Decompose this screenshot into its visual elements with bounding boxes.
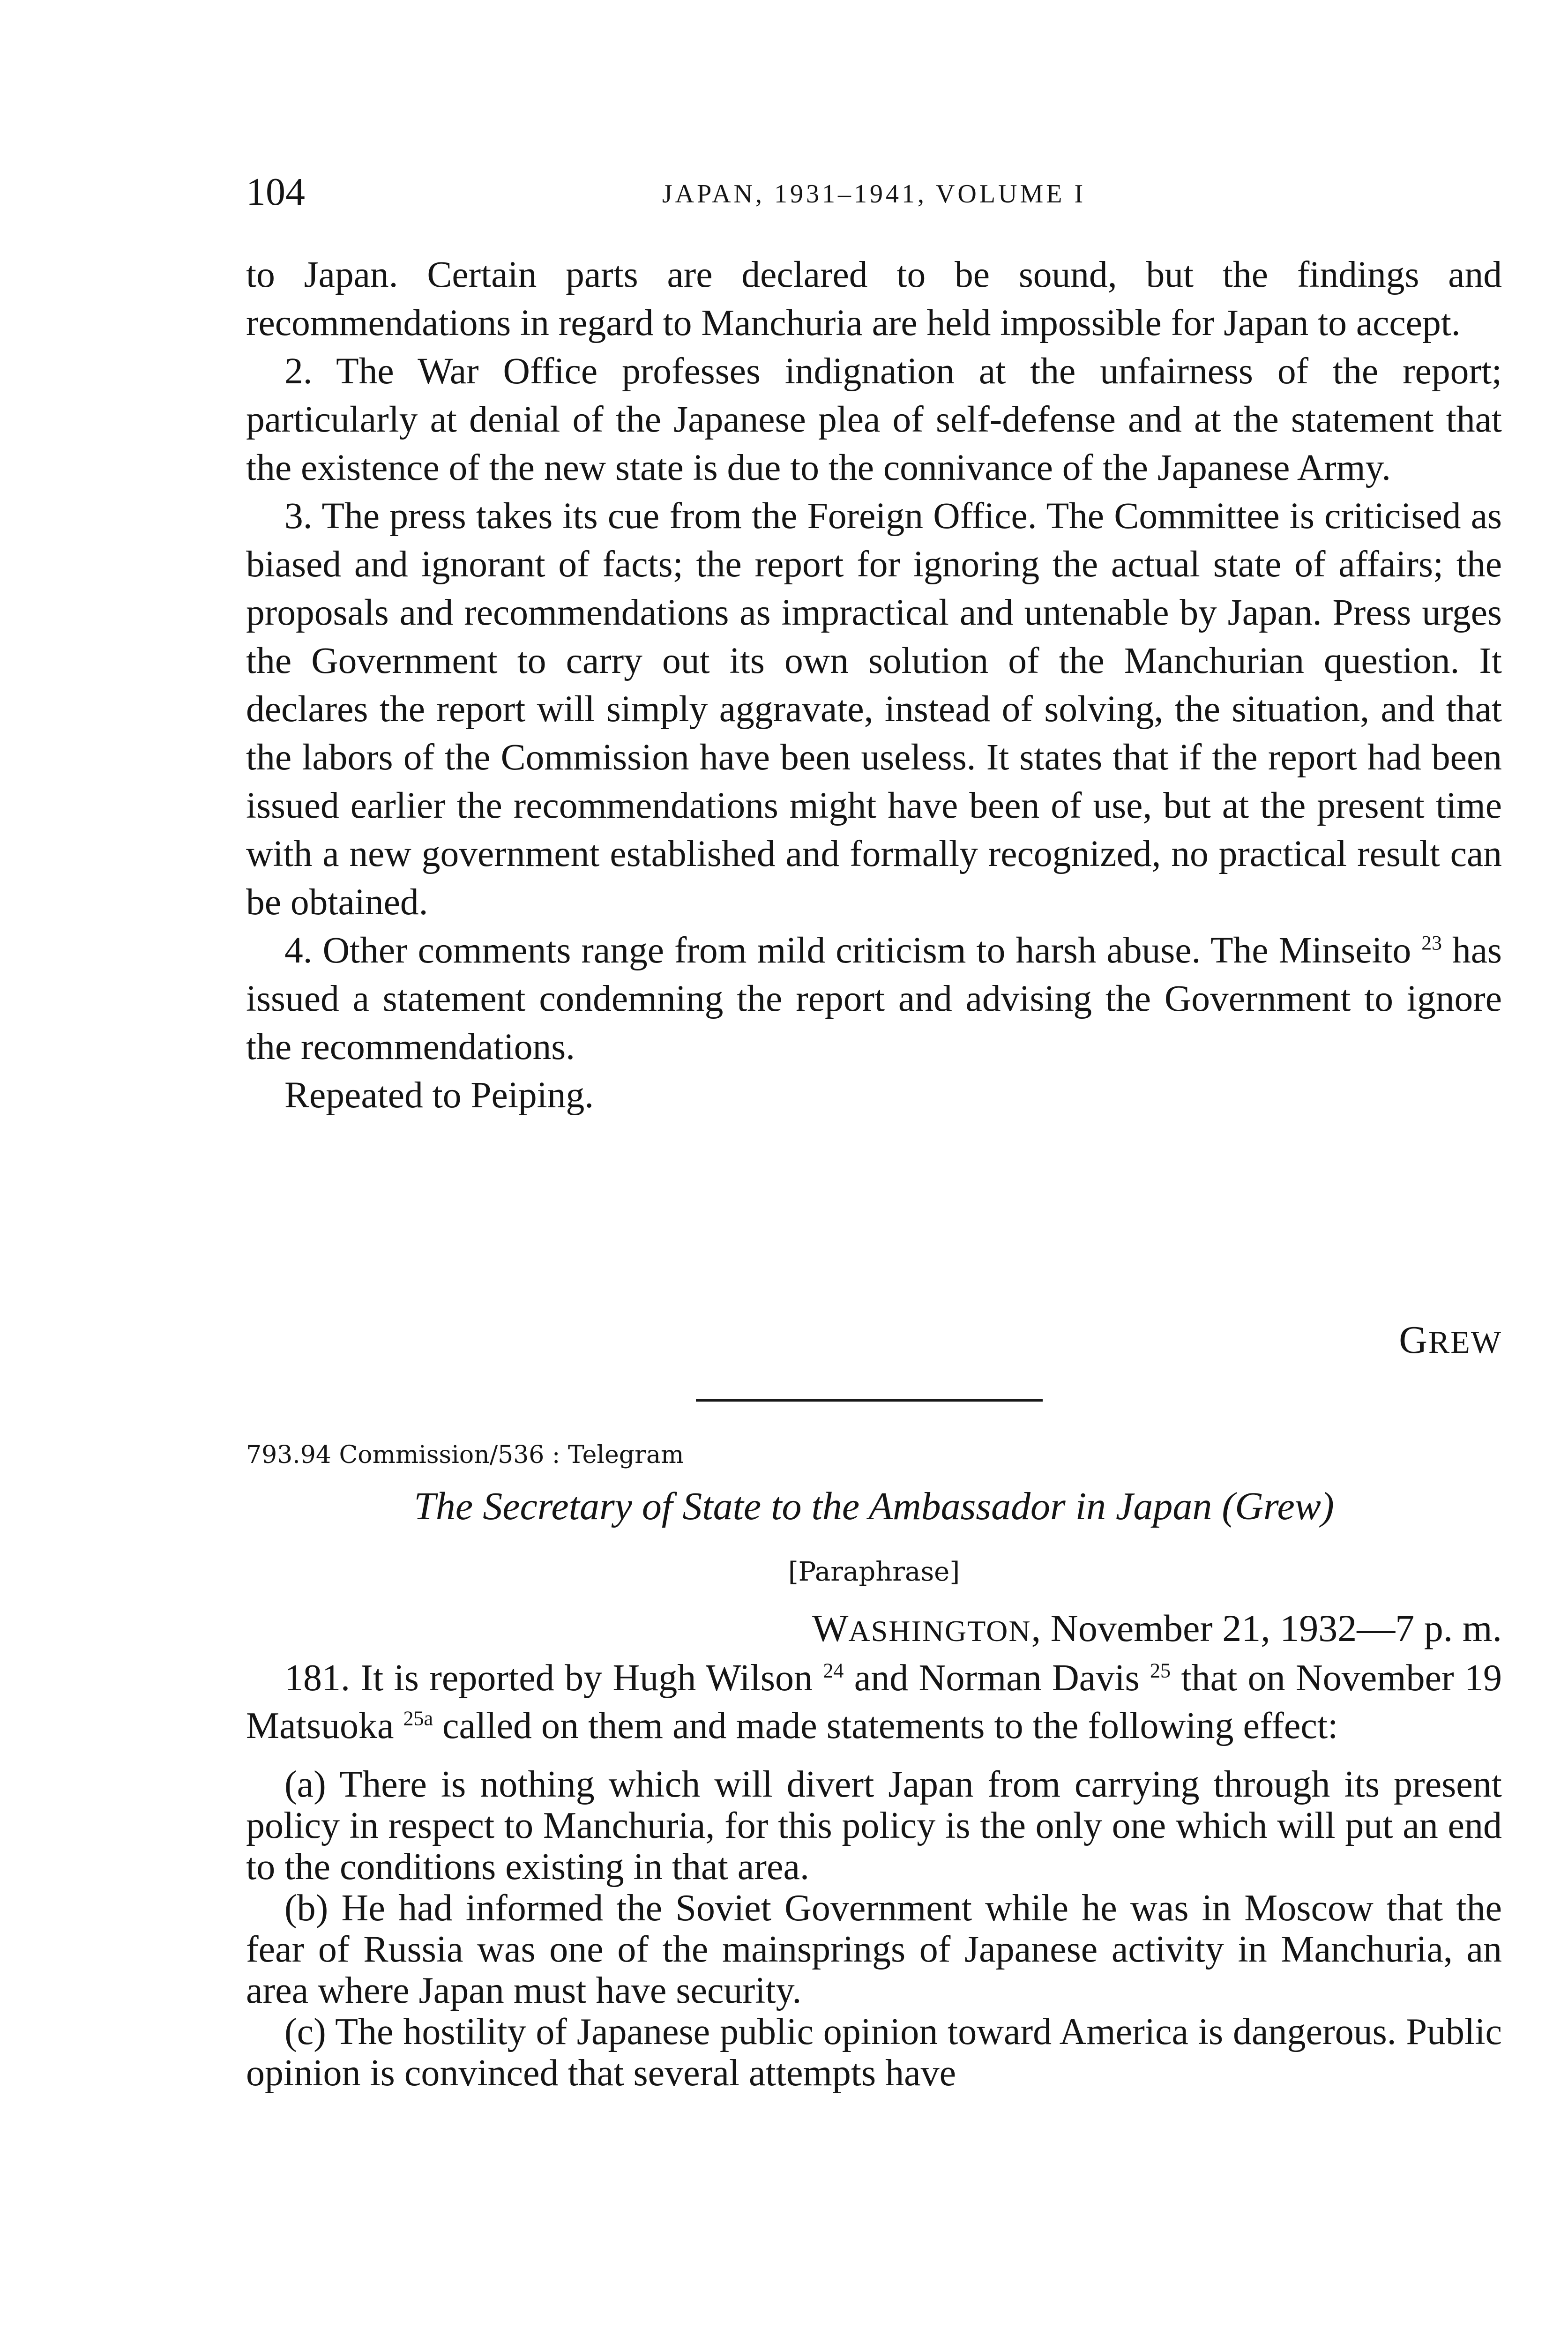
telegram-body bbox=[246, 1654, 1502, 2094]
point-a: (a) There is nothing which will divert Japan from carrying through its present policy in respect to Manchuria, for this policy is the only one which will put an end to the conditions existing in that area. bbox=[246, 1764, 1502, 1888]
footnote-ref-24: 24 bbox=[823, 1659, 844, 1682]
continuation-text bbox=[246, 251, 1502, 1119]
statement-points bbox=[246, 1764, 1502, 2094]
point-c: (c) The hostility of Japanese public opinion toward America is dangerous. Public opinion is convinced that several attempts have bbox=[246, 2011, 1502, 2094]
section-divider bbox=[696, 1399, 1043, 1402]
paragraph-3: 3. The press takes its cue from the Foreign Office. The Committee is criticised as biased and ignorant of facts; the report for ignoring the actual state of affairs; the proposals and recommendations as impractical and untenable by Japan. Press urges the Government to carry out its own solution of the Manchurian question. It declares the report will simply aggravate, instead of solving, the situation, and that the labors of the Commission have been useless. It states that if the report had been issued earlier the recommendations might have been of use, but at the present time with a new government established and formally recognized, no practical result can be obtained. bbox=[246, 495, 1502, 923]
footnote-ref-23: 23 bbox=[1421, 932, 1442, 955]
footnote-ref-25: 25 bbox=[1150, 1659, 1171, 1682]
paraphrase-label: [Paraphrase] bbox=[788, 1557, 960, 1587]
paragraph-4-start: 4. Other comments range from mild criticism to harsh abuse. The Minseito bbox=[284, 930, 1411, 971]
repeated-to: Repeated to Peiping. bbox=[284, 1074, 594, 1116]
paragraph-2: 2. The War Office professes indignation at the unfairness of the report; particularly at denial of the Japanese plea of self-defense and at the statement that the existence of the new state is due to the connivance of the Japanese Army. bbox=[246, 351, 1502, 488]
signature-grew: GREW bbox=[1399, 1318, 1502, 1362]
file-reference: 793.94 Commission/536 : Telegram bbox=[246, 1441, 684, 1469]
point-b: (b) He had informed the Soviet Government while he was in Moscow that the fear of Russia was one of the mainsprings of Japanese activity in Manchuria, an area where Japan must have security. bbox=[246, 1888, 1502, 2011]
paragraph-4-end: has issued a statement condemning the report and advising the Government to ignore the recommendations. bbox=[246, 930, 1502, 1067]
paragraph-4 bbox=[246, 926, 1502, 1071]
page-number: 104 bbox=[246, 170, 305, 214]
running-title: JAPAN, 1931–1941, VOLUME I bbox=[662, 179, 1086, 209]
telegram-intro: 181. It is reported by Hugh Wilson $^{24}$ and Norman Davis $^{25}$ that on November 19 Matsuoka $^{25a}$ called on them and made statements to the following effect: bbox=[246, 1657, 1502, 1746]
footnote-ref-25a: 25a bbox=[403, 1707, 433, 1730]
running-head bbox=[246, 166, 1502, 218]
paragraph-continued: to Japan. Certain parts are declared to be sound, but the findings and recommendations in regard to Manchuria are held impossible for Japan to accept. bbox=[246, 254, 1502, 343]
document-heading: The Secretary of State to the Ambassador in Japan (Grew) bbox=[414, 1485, 1334, 1528]
dateline: WASHINGTON, November 21, 1932—7 p. m. bbox=[812, 1607, 1502, 1649]
